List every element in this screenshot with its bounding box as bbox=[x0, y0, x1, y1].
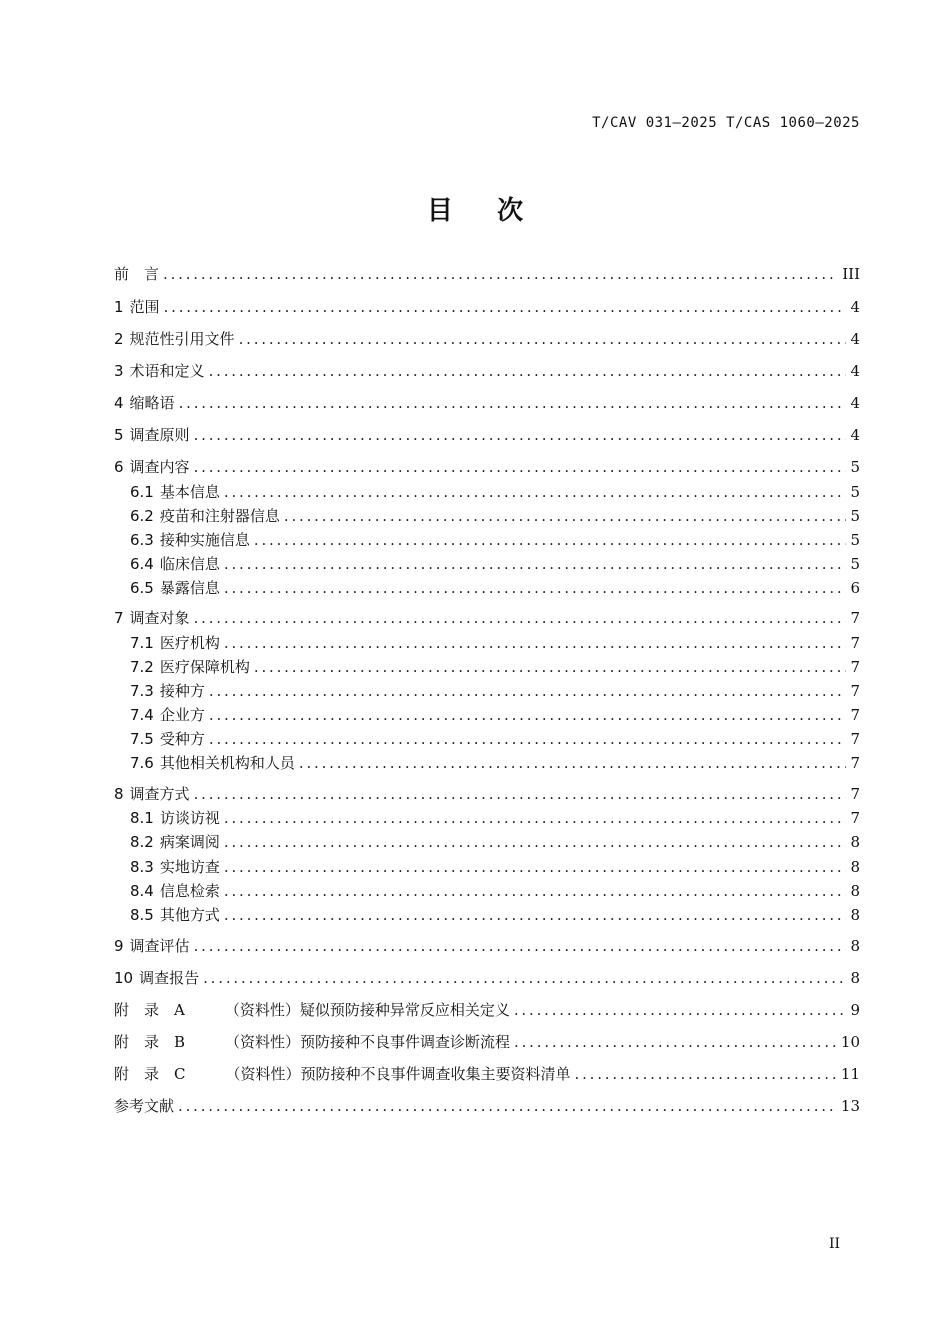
toc-appendix-entry[interactable] bbox=[114, 1064, 860, 1084]
toc-entry-title: 调查评估 bbox=[129, 937, 190, 955]
toc-appendix-entry[interactable] bbox=[114, 1032, 860, 1052]
toc-dot-leader bbox=[575, 1064, 837, 1084]
toc-entry-number: 8.4 bbox=[130, 882, 154, 900]
toc-entry-label bbox=[114, 425, 194, 445]
toc-entry-page: 5 bbox=[850, 507, 860, 525]
toc-entry-label bbox=[130, 705, 209, 725]
toc-entry-page: 7 bbox=[850, 706, 860, 724]
toc-dot-leader bbox=[224, 857, 847, 877]
toc-entry-page: 4 bbox=[850, 394, 860, 412]
title-char-1: 目 bbox=[426, 196, 453, 226]
toc-dot-leader bbox=[239, 329, 847, 349]
toc-entry[interactable] bbox=[130, 808, 860, 828]
page-number: II bbox=[828, 1236, 840, 1252]
toc-entry-title: 临床信息 bbox=[159, 555, 220, 573]
title-char-2: 次 bbox=[497, 196, 524, 226]
page-title bbox=[0, 190, 950, 227]
toc-entry[interactable] bbox=[130, 633, 860, 653]
toc-dot-leader bbox=[178, 1096, 837, 1116]
toc-entry-title: 医疗保障机构 bbox=[159, 658, 250, 676]
toc-entry[interactable] bbox=[114, 784, 860, 804]
toc-entry[interactable] bbox=[130, 482, 860, 502]
toc-dot-leader bbox=[209, 705, 847, 725]
toc-entry[interactable] bbox=[130, 905, 860, 925]
toc-entry-page: 6 bbox=[850, 579, 860, 597]
toc-entry-label bbox=[130, 554, 224, 574]
toc-entry-number: 附 录 C bbox=[114, 1065, 186, 1083]
toc-entry-number: 8.3 bbox=[130, 858, 154, 876]
toc-entry-label bbox=[114, 264, 163, 284]
toc-entry-title: 病案调阅 bbox=[159, 833, 220, 851]
toc-entry[interactable] bbox=[130, 657, 860, 677]
toc-dot-leader bbox=[209, 729, 847, 749]
toc-dot-leader bbox=[254, 530, 847, 550]
toc-entry-number: 7.3 bbox=[130, 682, 154, 700]
toc-entry-label bbox=[114, 393, 179, 413]
toc-entry-number: 7 bbox=[114, 609, 124, 627]
toc-entry[interactable] bbox=[130, 753, 860, 773]
toc-entry-label bbox=[114, 968, 203, 988]
toc-entry-page: 4 bbox=[850, 426, 860, 444]
toc-entry-page: 9 bbox=[850, 1001, 860, 1019]
toc-entry-page: 4 bbox=[850, 298, 860, 316]
toc-entry-label bbox=[130, 808, 224, 828]
toc-entry[interactable] bbox=[114, 264, 860, 284]
toc-entry-title: 接种实施信息 bbox=[159, 531, 250, 549]
toc-dot-leader bbox=[224, 832, 847, 852]
toc-entry-title: 其他方式 bbox=[159, 906, 220, 924]
toc-dot-leader bbox=[224, 554, 847, 574]
toc-entry-title: 规范性引用文件 bbox=[129, 330, 235, 348]
toc-entry-page: 11 bbox=[840, 1065, 860, 1083]
toc-entry-label bbox=[130, 633, 224, 653]
toc-entry-number: 8 bbox=[114, 785, 124, 803]
toc-entry-title: 信息检索 bbox=[159, 882, 220, 900]
toc-entry-number: 4 bbox=[114, 394, 124, 412]
toc-entry-title: 调查对象 bbox=[129, 609, 190, 627]
toc-entry-page: 7 bbox=[850, 609, 860, 627]
toc-entry-title: 疫苗和注射器信息 bbox=[159, 507, 280, 525]
toc-entry-page: 8 bbox=[850, 833, 860, 851]
toc-entry-number: 7.2 bbox=[130, 658, 154, 676]
toc-entry[interactable] bbox=[130, 832, 860, 852]
toc-entry[interactable] bbox=[130, 857, 860, 877]
toc-entry-label bbox=[130, 832, 224, 852]
toc-entry-page: 8 bbox=[850, 882, 860, 900]
toc-entry-title: 基本信息 bbox=[159, 483, 220, 501]
toc-entry[interactable] bbox=[114, 297, 860, 317]
toc-entry[interactable] bbox=[114, 968, 860, 988]
toc-entry[interactable] bbox=[130, 578, 860, 598]
toc-entry-number: 10 bbox=[114, 969, 134, 987]
toc-entry-title: 其他相关机构和人员 bbox=[159, 754, 295, 772]
toc-entry[interactable] bbox=[114, 329, 860, 349]
toc-entry-label bbox=[130, 905, 224, 925]
toc-entry-label bbox=[114, 1064, 575, 1084]
toc-dot-leader bbox=[194, 936, 847, 956]
toc-entry[interactable] bbox=[130, 881, 860, 901]
toc-entry-title: 实地访查 bbox=[159, 858, 220, 876]
toc-entry-number: 6.5 bbox=[130, 579, 154, 597]
toc-entry-page: 7 bbox=[850, 634, 860, 652]
toc-dot-leader bbox=[179, 393, 847, 413]
toc-entry-label bbox=[114, 1096, 178, 1116]
toc-entry-label bbox=[114, 457, 194, 477]
toc-dot-leader bbox=[194, 425, 847, 445]
toc-entry-page: 4 bbox=[850, 362, 860, 380]
toc-entry-title: 调查报告 bbox=[139, 969, 200, 987]
toc-entry-label bbox=[130, 753, 299, 773]
toc-entry-page: 8 bbox=[850, 858, 860, 876]
toc-entry-page: III bbox=[842, 265, 860, 283]
toc-entry[interactable] bbox=[130, 705, 860, 725]
toc-entry[interactable] bbox=[130, 506, 860, 526]
toc-entry-title: 范围 bbox=[129, 298, 160, 316]
toc-dot-leader bbox=[194, 457, 847, 477]
toc-dot-leader bbox=[209, 361, 847, 381]
toc-entry[interactable] bbox=[114, 425, 860, 445]
toc-entry[interactable] bbox=[114, 393, 860, 413]
toc-dot-leader bbox=[194, 608, 847, 628]
toc-entry[interactable] bbox=[114, 608, 860, 628]
toc-entry-title: 调查方式 bbox=[129, 785, 190, 803]
toc-entry-number: 附 录 B bbox=[114, 1033, 186, 1051]
toc-entry-title: 暴露信息 bbox=[159, 579, 220, 597]
toc-entry-title: 调查内容 bbox=[129, 458, 190, 476]
toc-entry-page: 8 bbox=[850, 969, 860, 987]
toc-entry[interactable] bbox=[130, 530, 860, 550]
toc-entry-title: 术语和定义 bbox=[129, 362, 205, 380]
toc-entry-number: 2 bbox=[114, 330, 124, 348]
toc-entry-title: 医疗机构 bbox=[159, 634, 220, 652]
toc-entry-label bbox=[114, 1032, 514, 1052]
toc-entry-label bbox=[114, 329, 239, 349]
toc-dot-leader bbox=[164, 297, 847, 317]
toc-dot-leader bbox=[224, 578, 847, 598]
toc-dot-leader bbox=[224, 482, 847, 502]
toc-entry-number: 5 bbox=[114, 426, 124, 444]
toc-entry-label bbox=[130, 482, 224, 502]
toc-dot-leader bbox=[224, 905, 847, 925]
toc-dot-leader bbox=[194, 784, 847, 804]
toc-entry-page: 7 bbox=[850, 730, 860, 748]
toc-entry-title: 企业方 bbox=[159, 706, 205, 724]
toc-entry[interactable] bbox=[130, 681, 860, 701]
toc-entry-label bbox=[130, 657, 254, 677]
toc-entry-label bbox=[130, 530, 254, 550]
toc-entry-page: 7 bbox=[850, 754, 860, 772]
standard-code-header: T/CAV 031—2025 T/CAS 1060—2025 bbox=[592, 115, 860, 131]
toc-entry-title: 受种方 bbox=[159, 730, 205, 748]
toc-entry-page: 7 bbox=[850, 682, 860, 700]
toc-entry-page: 5 bbox=[850, 555, 860, 573]
toc-entry-title: 调查原则 bbox=[129, 426, 190, 444]
toc-entry-number: 3 bbox=[114, 362, 124, 380]
toc-entry-page: 5 bbox=[850, 458, 860, 476]
toc-entry-label bbox=[130, 506, 284, 526]
toc-entry-label bbox=[114, 297, 164, 317]
toc-entry-number: 6.4 bbox=[130, 555, 154, 573]
toc-entry-page: 7 bbox=[850, 809, 860, 827]
toc-dot-leader bbox=[209, 681, 847, 701]
toc-entry-page: 4 bbox=[850, 330, 860, 348]
toc-dot-leader bbox=[299, 753, 847, 773]
toc-entry-number: 7.4 bbox=[130, 706, 154, 724]
toc-entry-label bbox=[130, 729, 209, 749]
toc-dot-leader bbox=[284, 506, 847, 526]
toc-entry-page: 7 bbox=[850, 658, 860, 676]
toc-entry-number: 6.3 bbox=[130, 531, 154, 549]
toc-entry-label bbox=[114, 784, 194, 804]
toc-entry-label bbox=[130, 578, 224, 598]
toc-entry-title: （资料性）预防接种不良事件调查收集主要资料清单 bbox=[225, 1065, 571, 1083]
toc-entry-label bbox=[114, 608, 194, 628]
toc-entry-label bbox=[114, 361, 209, 381]
toc-dot-leader bbox=[203, 968, 846, 988]
toc-entry-title: 前 言 bbox=[114, 265, 160, 283]
toc-entry-number: 8.1 bbox=[130, 809, 154, 827]
toc-entry-page: 8 bbox=[850, 937, 860, 955]
toc-entry[interactable] bbox=[130, 729, 860, 749]
toc-entry-label bbox=[114, 1000, 514, 1020]
toc-entry[interactable] bbox=[130, 554, 860, 574]
toc-dot-leader bbox=[254, 657, 847, 677]
toc-appendix-entry[interactable] bbox=[114, 1000, 860, 1020]
toc-entry[interactable] bbox=[114, 1096, 860, 1116]
toc-entry-number: 7.5 bbox=[130, 730, 154, 748]
toc-entry-number: 8.2 bbox=[130, 833, 154, 851]
toc-dot-leader bbox=[163, 264, 838, 284]
toc-entry-number: 7.6 bbox=[130, 754, 154, 772]
toc-entry-title: 参考文献 bbox=[114, 1097, 175, 1115]
toc-entry-number: 7.1 bbox=[130, 634, 154, 652]
toc-entry-number: 9 bbox=[114, 937, 124, 955]
toc-entry-number: 6 bbox=[114, 458, 124, 476]
toc-entry-number: 1 bbox=[114, 298, 124, 316]
toc-entry-number: 8.5 bbox=[130, 906, 154, 924]
toc-dot-leader bbox=[224, 881, 847, 901]
toc-entry[interactable] bbox=[114, 936, 860, 956]
toc-entry-number: 附 录 A bbox=[114, 1001, 185, 1019]
toc-entry-page: 7 bbox=[850, 785, 860, 803]
toc-entry-label bbox=[130, 881, 224, 901]
toc-entry-title: （资料性）预防接种不良事件调查诊断流程 bbox=[225, 1033, 511, 1051]
toc-dot-leader bbox=[514, 1032, 837, 1052]
toc-entry-title: （资料性）疑似预防接种异常反应相关定义 bbox=[224, 1001, 510, 1019]
toc-dot-leader bbox=[224, 808, 847, 828]
toc-entry-page: 5 bbox=[850, 483, 860, 501]
toc-entry-title: 访谈访视 bbox=[159, 809, 220, 827]
toc-dot-leader bbox=[514, 1000, 847, 1020]
toc-entry-label bbox=[130, 681, 209, 701]
toc-entry-page: 5 bbox=[850, 531, 860, 549]
toc-entry-label bbox=[114, 936, 194, 956]
toc-entry-number: 6.1 bbox=[130, 483, 154, 501]
toc-entry-label bbox=[130, 857, 224, 877]
toc-entry-page: 13 bbox=[840, 1097, 860, 1115]
toc-entry[interactable] bbox=[114, 457, 860, 477]
toc-entry-number: 6.2 bbox=[130, 507, 154, 525]
toc-dot-leader bbox=[224, 633, 847, 653]
toc-entry-title: 缩略语 bbox=[129, 394, 175, 412]
toc-entry-page: 10 bbox=[840, 1033, 860, 1051]
toc-entry-title: 接种方 bbox=[159, 682, 205, 700]
toc-entry-page: 8 bbox=[850, 906, 860, 924]
toc-entry[interactable] bbox=[114, 361, 860, 381]
